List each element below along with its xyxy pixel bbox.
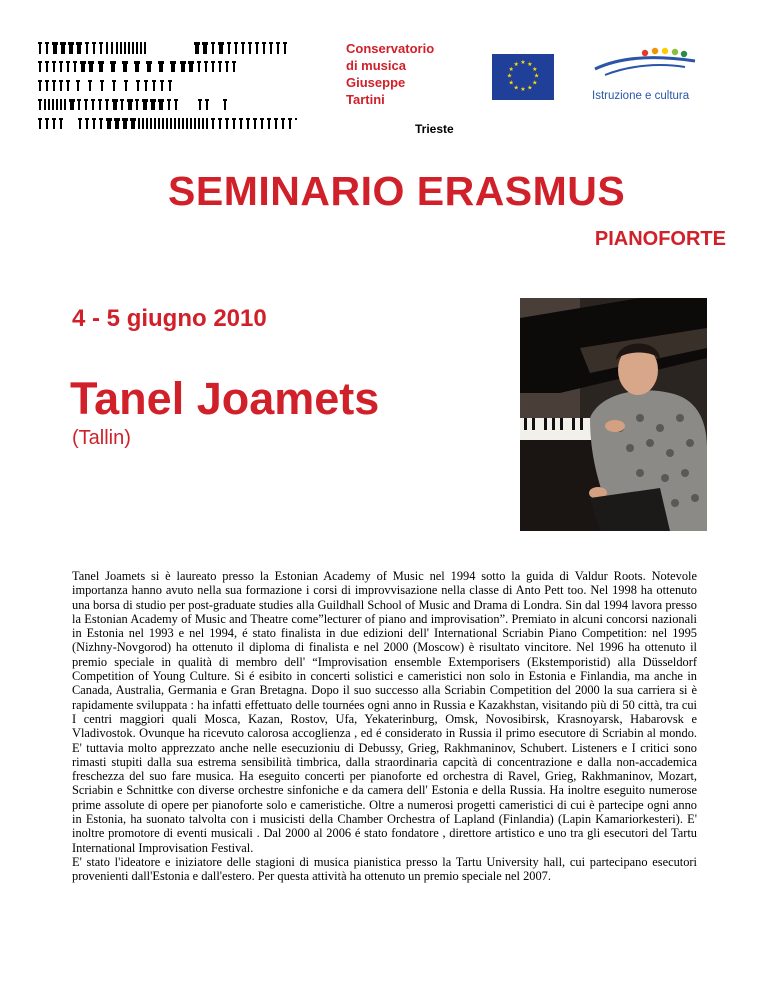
conservatory-city: Trieste [415, 122, 454, 136]
conservatory-line: di musica [346, 58, 406, 73]
svg-text:★: ★ [508, 65, 514, 73]
conservatory-line: Conservatorio [346, 41, 435, 56]
svg-text:★: ★ [520, 59, 526, 66]
ec-label: Istruzione e cultura [592, 90, 690, 102]
svg-text:★: ★ [506, 72, 513, 80]
bio-paragraph: Tanel Joamets si è laureato presso la Estonian Academy of Music nel 1994 sotto la guida di Valdur Roots. Notevole importanza hanno avuto nella sua formazione i corsi di improvvisazione nella classe di Anto Pett too. Nel 1998 ha ottenuto una borsa di studio per post-graduate studies alla Guildhall School of Music and Drama di Londra. Sin dal 1994 lavora presso la Estonian Academy of Music and Theatre come”lecturer of piano and improvisation”. Premiato in alcuni concorsi nazionali in Estonia nel 1993 e nel 1994, é stato finalista in due edizioni dell' International Scriabin Piano Competition: nel 1995 (Nizhny-Novgorod) ha ottenuto il diploma di finalista e nel 2000 (Moscow) è risultato vincitore. Nel 1996 ha ottenuto il premio speciale in qualità di membro dell' “Improvisation ensemble Extemporisers (Ekstemporistid) alla Düsseldorf Competition of Young Culture. Si é esibito in concerti solistici e cameristici non solo in Estonia e Finlandia, ma anche in Canada, Australia, Germania e Gran Bretagna. Dopo il suo successo alla Scriabin Competition del 2000 la sua carriera si è rapidamente sviluppata : ha infatti effettuato delle tournées ogni anno in Russia e Kazakhstan, visitando più di 50 città, tra cui I centri maggiori quali Mosca, Kazan, Rostov, Ufa, Yekaterinburg, Omsk, Novosibirsk, Krasnoyarsk, Habarovsk e Vladivostok. Ovunque ha ricevuto calorosa accoglienza , ed é considerato in Russia il primo esecutore di Scriabin al mondo. E' tuttavia molto apprezzato anche nelle esecuzioniu di Debussy, Grieg, Rakhmaninov, Schubert. Listeners e I critici sono rimasti stupiti dalla sua estrema sensibilità timbrica, dalla straordinaria capcità di concentrazione e dalla non-accademica freschezza del suo fare musica. Ha eseguito concerti per pianoforte ed orchestra di Ravel, Grieg, Rakhmaninov, Mozart, Scriabin e Schnittke con diverse orchestre sinfoniche e da camera dell' Estonia e della Russia. Ha inoltre eseguito numerose prime assolute di opere per pianoforte solo e cameristiche. Oltre a numerosi progetti cameristici di cui è partecipe ogni anno in Estonia, ha suonato talvolta con i musicisti della Chamber Orchestra of Lapland (Finlandia) (Lapin Kamariorkesteri). E' inoltre promotore di eventi musicali . Dal 2000 al 2006 é stato fondatore , direttore artistico e uno tra gli esecutori del Tartu International Improvisation Festival. [72, 569, 697, 855]
page-title: SEMINARIO ERASMUS [168, 168, 626, 214]
conservatory-line: Giuseppe [346, 75, 406, 90]
conservatory-logo-icon [38, 40, 300, 130]
svg-text:★: ★ [532, 79, 538, 87]
svg-text:★: ★ [532, 65, 538, 73]
svg-text:★: ★ [508, 79, 514, 87]
svg-text:★: ★ [527, 60, 533, 68]
svg-text:★: ★ [533, 72, 540, 80]
eu-flag-icon [492, 54, 554, 100]
event-date: 4 - 5 giugno 2010 [72, 305, 267, 332]
conservatory-name [346, 40, 434, 108]
conservatory-line: Tartini [346, 92, 385, 107]
svg-text:★: ★ [513, 84, 519, 92]
performer-photo [520, 298, 707, 531]
svg-text:★: ★ [520, 86, 526, 94]
biography [72, 569, 697, 884]
performer-name: Tanel Joamets [70, 373, 380, 424]
performer-city: (Tallin) [72, 427, 131, 449]
svg-text:★: ★ [513, 60, 519, 68]
svg-text:★: ★ [527, 84, 533, 92]
page-subtitle: PIANOFORTE [594, 228, 726, 250]
bio-paragraph: E' stato l'ideatore e iniziatore delle stagioni di musica pianistica presso la Tartu University hall, cui partecipano esecutori provenienti dall'Estonia e dall'estero. Per questa attività ha ottenuto un premio speciale nel 2007. [72, 854, 697, 884]
